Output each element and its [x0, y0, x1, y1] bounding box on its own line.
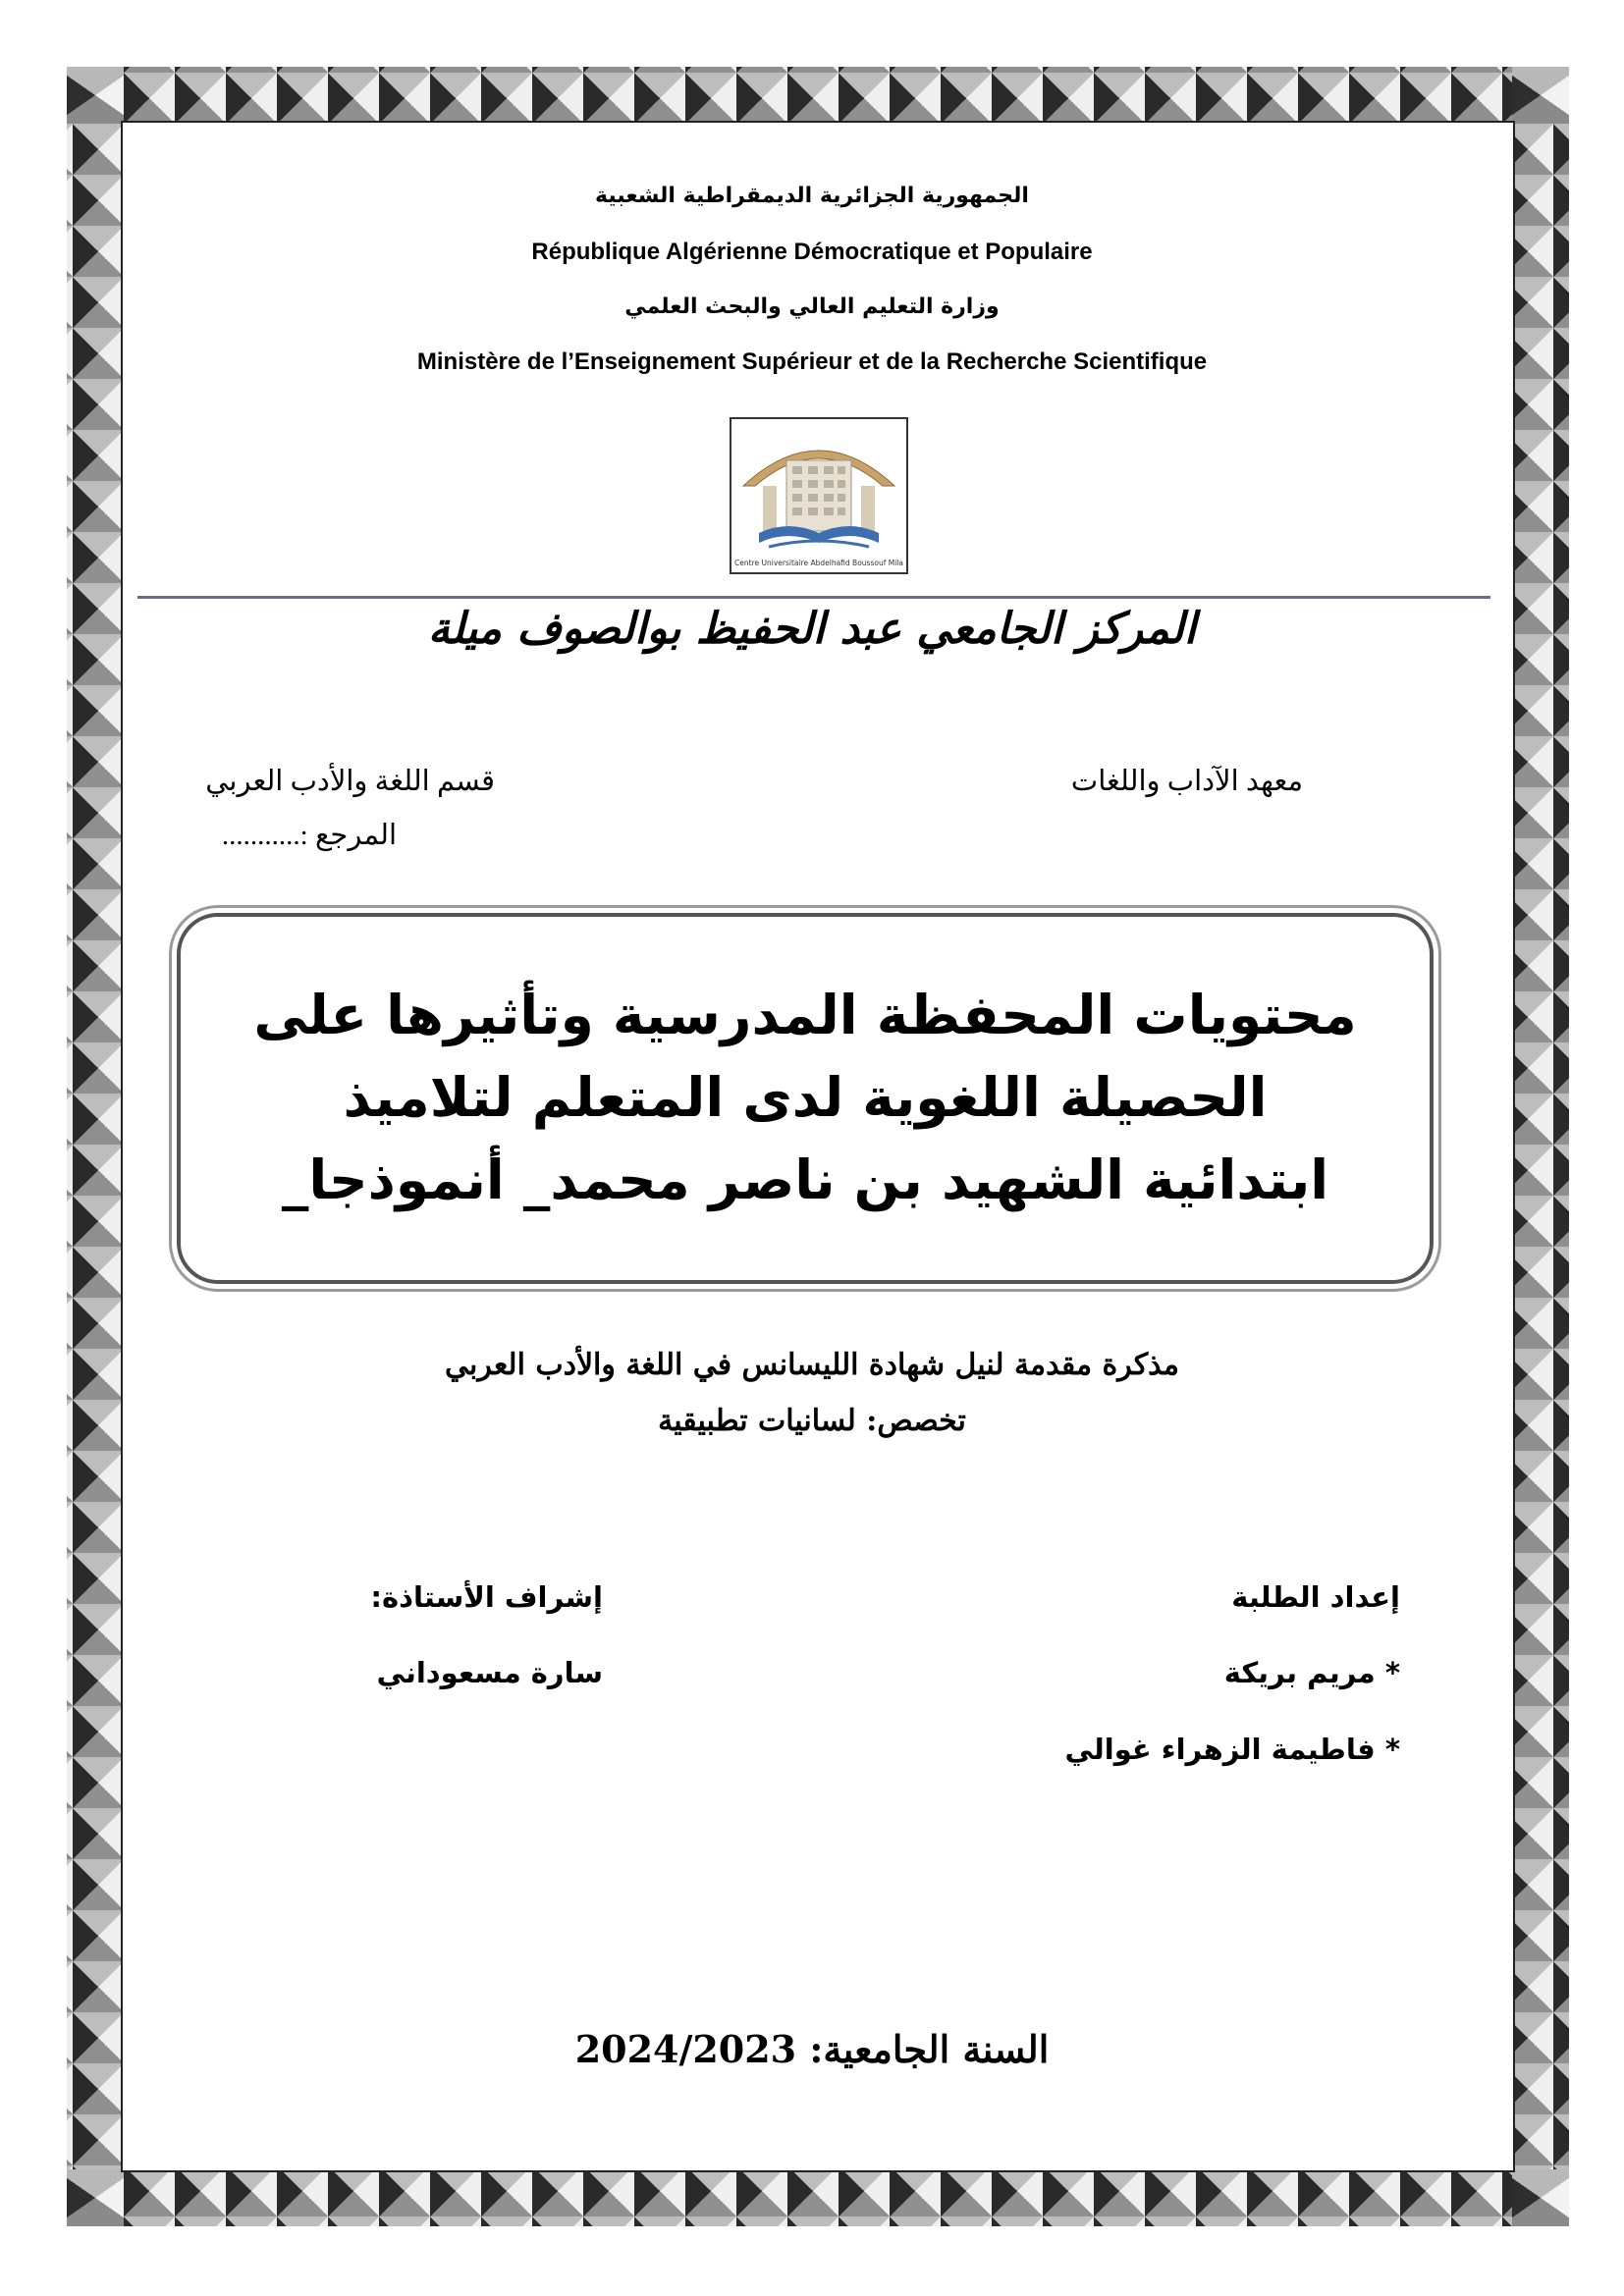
ministry-french: Ministère de l’Enseignement Supérieur et de la Recherche Scientifique	[416, 348, 1208, 375]
horizontal-divider	[137, 596, 1490, 599]
thesis-subtitle: مذكرة مقدمة لنيل شهادة الليسانس في اللغة والأدب العربي	[445, 1348, 1179, 1382]
institute-name: معهد الآداب واللغات	[1070, 766, 1303, 797]
republic-arabic: الجمهورية الجزائرية الديمقراطية الشعبية	[595, 184, 1029, 208]
thesis-title-line-3: ابتدائية الشهيد بن ناصر محمد_ أنموذجا_	[281, 1148, 1329, 1211]
reference-field: المرجع :...........	[221, 820, 397, 851]
student-name-1: * مريم بريكة	[1223, 1656, 1400, 1689]
academic-year: السنة الجامعية: 2024/2023	[574, 2027, 1050, 2071]
ministry-arabic: وزارة التعليم العالي والبحث العلمي	[624, 294, 1000, 319]
students-label: إعداد الطلبة	[1231, 1580, 1400, 1614]
department-name: قسم اللغة والأدب العربي	[205, 766, 495, 797]
specialty: تخصص: لسانيات تطبيقية	[658, 1404, 966, 1438]
thesis-title-line-1: محتويات المحفظة المدرسية وتأثيرها على	[253, 984, 1357, 1046]
thesis-title-line-2: الحصيلة اللغوية لدى المتعلم لتلاميذ	[343, 1066, 1268, 1129]
logo-caption: Centre Universitaire Abdelhafid Boussouf Mila	[734, 559, 903, 567]
supervisor-label: إشراف الأستاذة:	[370, 1580, 603, 1614]
thesis-title-box	[177, 913, 1434, 1284]
supervisor-name: سارة مسعوداني	[376, 1656, 603, 1689]
university-center-name: المركز الجامعي عبد الحفيظ بوالصوف ميلة	[427, 604, 1197, 654]
university-logo	[730, 417, 908, 574]
republic-french: République Algérienne Démocratique et Populaire	[531, 239, 1093, 265]
student-name-2: * فاطيمة الزهراء غوالي	[1064, 1733, 1400, 1766]
